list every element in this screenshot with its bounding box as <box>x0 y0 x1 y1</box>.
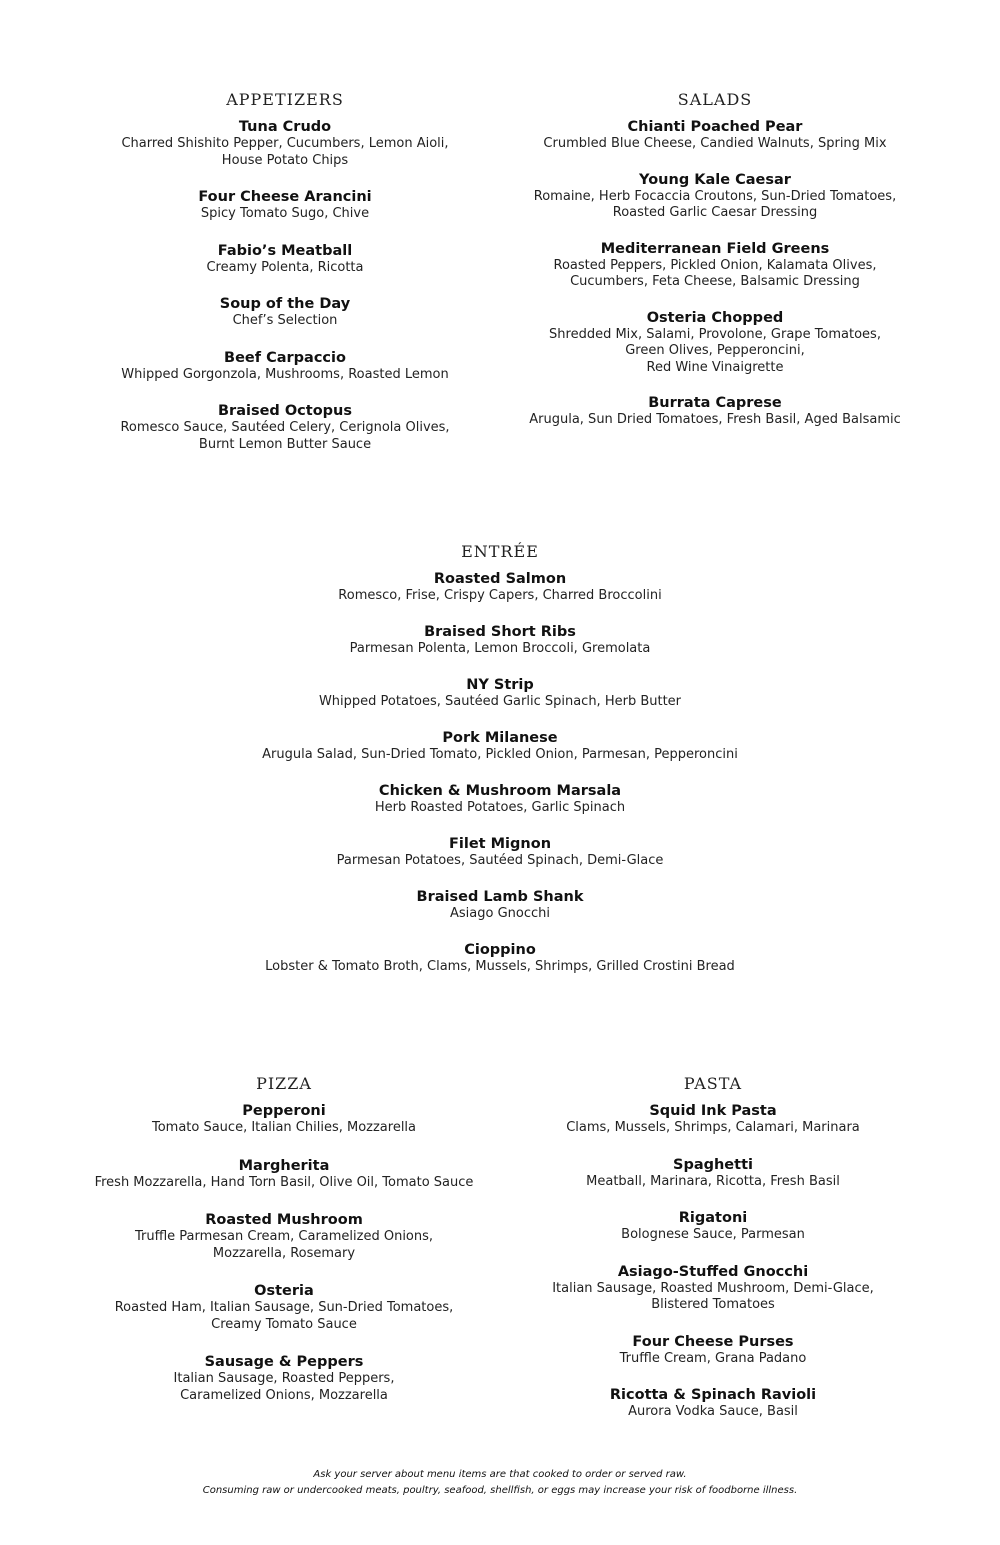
menu-item <box>513 1333 913 1368</box>
menu-item <box>200 729 800 764</box>
menu-item-description: Spicy Tomato Sugo, Chive <box>200 206 370 221</box>
menu-item-description: Asiago Gnocchi <box>450 906 550 921</box>
pizza-items <box>84 1102 484 1404</box>
menu-item <box>200 676 800 711</box>
menu-item-description: Roasted Peppers, Pickled Onion, Kalamata Olives, <box>553 257 877 273</box>
menu-item-description: Charred Shishito Pepper, Cucumbers, Lemon Aioli, <box>121 136 449 151</box>
salads-items <box>515 118 915 429</box>
menu-item-description: Creamy Tomato Sauce <box>211 1316 357 1332</box>
menu-item <box>85 242 485 277</box>
menu-item-description: Cucumbers, Feta Cheese, Balsamic Dressing <box>570 274 860 289</box>
menu-item-name: Roasted Mushroom <box>205 1212 363 1228</box>
menu-item <box>200 941 800 976</box>
menu-item-description: Parmesan Potatoes, Sautéed Spinach, Demi-Glace <box>336 853 664 868</box>
menu-item-name: Asiago-Stuffed Gnocchi <box>617 1263 809 1280</box>
menu-item-description: Truffle Cream, Grana Padano <box>619 1350 807 1366</box>
menu-item <box>200 782 800 817</box>
entree-heading: ENTRÉE <box>461 542 539 561</box>
menu-item-name: Four Cheese Arancini <box>198 189 372 205</box>
menu-item-description: Fresh Mozzarella, Hand Torn Basil, Olive Oil, Tomato Sauce <box>94 1174 474 1190</box>
menu-item-description: Arugula Salad, Sun-Dried Tomato, Pickled Onion, Parmesan, Pepperoncini <box>262 747 738 762</box>
menu-item-description: Mozzarella, Rosemary <box>212 1245 356 1261</box>
appetizers-section <box>85 90 485 472</box>
menu-item-description: Red Wine Vinaigrette <box>646 359 784 375</box>
menu-item-name: Fabio’s Meatball <box>217 242 353 259</box>
menu-item-name: Ricotta & Spinach Ravioli <box>609 1387 817 1403</box>
salads-heading: SALADS <box>677 90 753 109</box>
menu-item-description: Burnt Lemon Butter Sauce <box>198 436 372 452</box>
appetizers-items <box>85 118 485 453</box>
menu-item-name: Mediterranean Field Greens <box>600 240 830 257</box>
pizza-heading: PIZZA <box>256 1074 312 1093</box>
menu-item <box>84 1157 484 1192</box>
menu-item-description: Whipped Potatoes, Sautéed Garlic Spinach, Herb Butter <box>318 694 682 709</box>
menu-item <box>513 1102 913 1137</box>
menu-item-description: Clams, Mussels, Shrimps, Calamari, Marinara <box>566 1120 860 1135</box>
menu-item-name: Roasted Salmon <box>433 571 567 587</box>
menu-item-description: Arugula, Sun Dried Tomatoes, Fresh Basil, Aged Balsamic <box>529 412 901 427</box>
menu-item-name: Squid Ink Pasta <box>649 1103 777 1119</box>
menu-item-description: Caramelized Onions, Mozzarella <box>180 1387 388 1403</box>
appetizers-heading: APPETIZERS <box>226 90 344 109</box>
menu-item <box>200 623 800 658</box>
menu-item-description: Herb Roasted Potatoes, Garlic Spinach <box>374 800 626 815</box>
menu-item <box>513 1263 913 1314</box>
menu-item-name: Rigatoni <box>678 1210 748 1226</box>
menu-item <box>515 171 915 222</box>
menu-item-description: Creamy Polenta, Ricotta <box>206 259 364 275</box>
menu-item-description: Truffle Parmesan Cream, Caramelized Onions, <box>134 1229 434 1244</box>
menu-item <box>84 1282 484 1333</box>
menu-item-name: Pork Milanese <box>442 730 558 746</box>
menu-item-name: Four Cheese Purses <box>632 1333 794 1350</box>
pasta-heading: PASTA <box>683 1074 743 1093</box>
menu-item-description: Crumbled Blue Cheese, Candied Walnuts, Spring Mix <box>543 136 887 151</box>
menu-item-description: Green Olives, Pepperoncini, <box>625 343 805 358</box>
menu-item-name: Cioppino <box>464 942 536 958</box>
menu-item <box>85 118 485 169</box>
menu-item <box>200 570 800 605</box>
menu-item-description: Shredded Mix, Salami, Provolone, Grape Tomatoes, <box>549 326 881 342</box>
menu-item-name: Spaghetti <box>673 1156 753 1173</box>
menu-item-name: Filet Mignon <box>448 836 552 852</box>
menu-item <box>85 188 485 223</box>
menu-item-description: Roasted Garlic Caesar Dressing <box>612 205 818 220</box>
menu-item-description: Blistered Tomatoes <box>651 1297 775 1312</box>
menu-item-description: Tomato Sauce, Italian Chilies, Mozzarella <box>151 1120 417 1135</box>
menu-item-description: Meatball, Marinara, Ricotta, Fresh Basil <box>586 1173 840 1189</box>
menu-item-name: Sausage & Peppers <box>204 1354 364 1370</box>
pizza-section <box>84 1074 484 1424</box>
menu-item-name: Chianti Poached Pear <box>627 119 803 135</box>
menu-item <box>200 888 800 923</box>
menu-item <box>513 1156 913 1191</box>
entree-section <box>200 542 800 994</box>
menu-item-description: Romesco, Frise, Crispy Capers, Charred Broccolini <box>338 588 662 603</box>
pasta-items <box>513 1102 913 1421</box>
menu-item-name: Chicken & Mushroom Marsala <box>378 783 622 799</box>
disclaimer-line-2: Consuming raw or undercooked meats, poultry, seafood, shellfish, or eggs may increase your risk of foodborne illness. <box>202 1485 798 1496</box>
menu-item-description: Romesco Sauce, Sautéed Celery, Cerignola Olives, <box>120 420 450 435</box>
menu-item-description: Roasted Ham, Italian Sausage, Sun-Dried Tomatoes, <box>114 1300 454 1315</box>
menu-item <box>85 295 485 330</box>
menu-item-name: Soup of the Day <box>219 296 351 312</box>
menu-item-description: House Potato Chips <box>221 152 349 168</box>
menu-item-description: Bolognese Sauce, Parmesan <box>621 1227 805 1242</box>
menu-item <box>84 1102 484 1137</box>
menu-item <box>84 1353 484 1404</box>
menu-item-name: Braised Octopus <box>218 403 352 419</box>
salads-section <box>515 90 915 447</box>
menu-item-name: Burrata Caprese <box>648 395 782 411</box>
menu-item-name: Young Kale Caesar <box>639 171 791 188</box>
disclaimer-line-1: Ask your server about menu items are that cooked to order or served raw. <box>313 1469 687 1480</box>
menu-item-description: Chef’s Selection <box>232 313 338 328</box>
menu-item-description: Romaine, Herb Focaccia Croutons, Sun-Dried Tomatoes, <box>533 188 897 204</box>
menu-item-name: Braised Lamb Shank <box>416 889 584 905</box>
menu-item <box>513 1209 913 1244</box>
menu-item-description: Aurora Vodka Sauce, Basil <box>628 1404 798 1419</box>
menu-item <box>200 835 800 870</box>
menu-item-name: Margherita <box>238 1157 330 1174</box>
menu-item-name: Braised Short Ribs <box>424 624 576 640</box>
menu-item-description: Italian Sausage, Roasted Peppers, <box>173 1371 395 1386</box>
menu-item <box>515 240 915 291</box>
menu-item-name: Osteria <box>254 1283 314 1299</box>
menu-item-description: Lobster & Tomato Broth, Clams, Mussels, Shrimps, Grilled Crostini Bread <box>265 959 735 974</box>
entree-items <box>200 570 800 976</box>
menu-item <box>515 118 915 153</box>
menu-item-name: Pepperoni <box>242 1103 326 1119</box>
menu-item <box>515 394 915 429</box>
menu-item-description: Whipped Gorgonzola, Mushrooms, Roasted Lemon <box>121 366 449 382</box>
menu-item-description: Italian Sausage, Roasted Mushroom, Demi-Glace, <box>552 1280 874 1296</box>
menu-item-name: Beef Carpaccio <box>224 349 346 366</box>
menu-item <box>85 349 485 384</box>
menu-item <box>515 309 915 377</box>
menu-item-description: Parmesan Polenta, Lemon Broccoli, Gremolata <box>349 641 651 656</box>
menu-item <box>513 1386 913 1421</box>
pasta-section <box>513 1074 913 1440</box>
menu-item-name: NY Strip <box>466 677 534 693</box>
menu-item-name: Tuna Crudo <box>238 119 332 135</box>
disclaimer-footer <box>100 1467 900 1499</box>
menu-item <box>85 402 485 453</box>
menu-item <box>84 1211 484 1262</box>
menu-item-name: Osteria Chopped <box>646 309 784 326</box>
